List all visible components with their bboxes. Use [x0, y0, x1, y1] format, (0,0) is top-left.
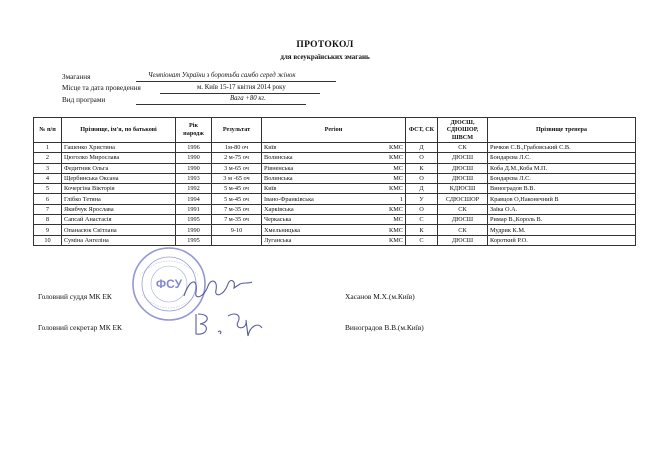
region: Київ [264, 144, 277, 152]
fst: К [406, 163, 438, 173]
place-underline [160, 93, 320, 94]
fst: У [406, 194, 438, 204]
table-row [34, 235, 636, 245]
coach: Кравцов О,Наконечний В [488, 194, 636, 204]
fst: С [406, 235, 438, 245]
row-number: 7 [34, 204, 62, 214]
school: СК [438, 225, 488, 235]
results-table [33, 117, 636, 246]
table-row [34, 153, 636, 163]
region-cell [262, 204, 406, 214]
result: 5 м-45 оч [212, 194, 262, 204]
col-school: ДЮСШ, СДЮШОР, ШВСМ [438, 118, 488, 143]
athlete-name: Щербинська Оксана [62, 173, 176, 183]
table-row [34, 204, 636, 214]
coach: Ричков С.В.,Грабовський С.В. [488, 143, 636, 153]
col-result: Результат [212, 118, 262, 143]
program-value: Вага +80 кг. [230, 95, 266, 102]
sport-rank: МС [393, 175, 403, 183]
result: 7 м-35 оч [212, 215, 262, 225]
coach: Мудрик К.М. [488, 225, 636, 235]
coach: Заїка О.А. [488, 204, 636, 214]
col-year: Рік народж [176, 118, 212, 143]
region: Харківська [264, 205, 294, 213]
result: 9-10 [212, 225, 262, 235]
result: 2 м-75 оч [212, 153, 262, 163]
region-cell [262, 153, 406, 163]
chief-judge-name: Хасанов М.Х.(м.Київ) [345, 292, 415, 301]
chief-judge-label: Головний суддя МК ЕК [38, 292, 112, 301]
athlete-name: Опанасюк Світлана [62, 225, 176, 235]
table-row [34, 194, 636, 204]
coach: Бондарєва Л.С. [488, 153, 636, 163]
birth-year: 1990 [176, 225, 212, 235]
region: Черкаська [264, 216, 292, 224]
row-number: 1 [34, 143, 62, 153]
school: СК [438, 143, 488, 153]
region: Рівненська [264, 164, 294, 172]
region: Луганська [264, 236, 292, 244]
chief-secretary-name: Виноградов В.В.(м.Київ) [345, 323, 424, 332]
event-row [62, 73, 90, 81]
row-number: 3 [34, 163, 62, 173]
athlete-name: Глібко Тетяна [62, 194, 176, 204]
region-cell [262, 194, 406, 204]
result: 5 м-45 оч [212, 184, 262, 194]
athlete-name: Якибчук Ярослава [62, 204, 176, 214]
athlete-name: Федитник Ольга [62, 163, 176, 173]
event-label: Змагання [62, 73, 91, 81]
place-label: Місце та дата проведення [62, 84, 141, 92]
sport-rank: МС [393, 216, 403, 224]
result: 3 м -65 оч [212, 173, 262, 183]
region-cell [262, 215, 406, 225]
table-row [34, 215, 636, 225]
birth-year: 1996 [176, 143, 212, 153]
col-number: № п/п [34, 118, 62, 143]
coach: Короткий Р.О. [488, 235, 636, 245]
school: СК [438, 204, 488, 214]
birth-year: 1990 [176, 153, 212, 163]
sport-rank: КМС [389, 205, 403, 213]
region: Хмельницька [264, 226, 301, 234]
result: 3 м-65 оч [212, 163, 262, 173]
birth-year: 1990 [176, 163, 212, 173]
region: Івано-Франківська [264, 195, 314, 203]
school: ДЮСШ [438, 163, 488, 173]
row-number: 6 [34, 194, 62, 204]
table-row [34, 225, 636, 235]
athlete-name: Цюголко Мирослава [62, 153, 176, 163]
region: Волинська [264, 154, 293, 162]
sport-rank: 1 [399, 195, 403, 203]
chief-judge-signature-icon [178, 272, 258, 306]
result: 1м-80 оч [212, 143, 262, 153]
region: Київ [264, 185, 277, 193]
chief-secretary-signature-icon [188, 308, 268, 340]
school: ДЮСШ [438, 235, 488, 245]
fst: О [406, 173, 438, 183]
athlete-name: Сапсай Анастасія [62, 215, 176, 225]
athlete-name: Суміна Ангеліна [62, 235, 176, 245]
school: СДЮСШОР [438, 194, 488, 204]
program-row [62, 96, 105, 104]
protocol-title: ПРОТОКОЛ [296, 40, 354, 50]
school: КДЮСШ [438, 184, 488, 194]
event-underline [136, 81, 336, 82]
region-cell [262, 235, 406, 245]
table-header-row [34, 118, 636, 143]
program-label: Вид програми [62, 96, 106, 104]
fst: С [406, 215, 438, 225]
birth-year: 1993 [176, 173, 212, 183]
fst: О [406, 153, 438, 163]
protocol-subtitle: для всеукраїнських змагань [280, 53, 370, 61]
region-cell [262, 163, 406, 173]
row-number: 9 [34, 225, 62, 235]
birth-year: 1991 [176, 204, 212, 214]
sport-rank: КМС [389, 185, 403, 193]
table-row [34, 173, 636, 183]
program-underline [136, 104, 306, 105]
place-row [62, 84, 141, 92]
birth-year: 1995 [176, 215, 212, 225]
birth-year: 1994 [176, 194, 212, 204]
place-value: м. Київ 15-17 квітня 2014 року [197, 84, 286, 91]
result [212, 235, 262, 245]
table-row [34, 163, 636, 173]
school: ДЮСШ [438, 173, 488, 183]
region-cell [262, 143, 406, 153]
region-cell [262, 225, 406, 235]
event-value: Чемпіонат України з боротьби самбо серед жінок [148, 72, 296, 79]
coach: Коба Д.М.,Коба М.П. [488, 163, 636, 173]
row-number: 8 [34, 215, 62, 225]
fst: Д [406, 143, 438, 153]
result: 7 м-35 оч [212, 204, 262, 214]
row-number: 2 [34, 153, 62, 163]
fst: О [406, 204, 438, 214]
sport-rank: КМС [389, 236, 403, 244]
sport-rank: КМС [389, 226, 403, 234]
school: ДЮСШ [438, 215, 488, 225]
fst: К [406, 225, 438, 235]
birth-year: 1995 [176, 235, 212, 245]
col-coach: Прізвище тренера [488, 118, 636, 143]
col-fst: ФСТ, СК [406, 118, 438, 143]
athlete-name: Гашенко Христина [62, 143, 176, 153]
sport-rank: МС [393, 164, 403, 172]
col-name: Прізвище, ім'я, по батькові [62, 118, 176, 143]
sport-rank: КМС [389, 144, 403, 152]
sport-rank: КМС [389, 154, 403, 162]
chief-secretary-label: Головний секретар МК ЕК [38, 323, 122, 332]
region: Волинська [264, 175, 293, 183]
region-cell [262, 173, 406, 183]
table-row [34, 184, 636, 194]
coach: Римар В.,Король В. [488, 215, 636, 225]
region-cell [262, 184, 406, 194]
athlete-name: Кочергіна Вікторія [62, 184, 176, 194]
fst: Д [406, 184, 438, 194]
school: ДЮСШ [438, 153, 488, 163]
row-number: 4 [34, 173, 62, 183]
coach: Бондарєва Л.С. [488, 173, 636, 183]
row-number: 10 [34, 235, 62, 245]
row-number: 5 [34, 184, 62, 194]
coach: Виноградов В.В. [488, 184, 636, 194]
col-region: Регіон [262, 118, 406, 143]
table-row [34, 143, 636, 153]
stamp-text: ФСУ [155, 277, 183, 291]
birth-year: 1992 [176, 184, 212, 194]
